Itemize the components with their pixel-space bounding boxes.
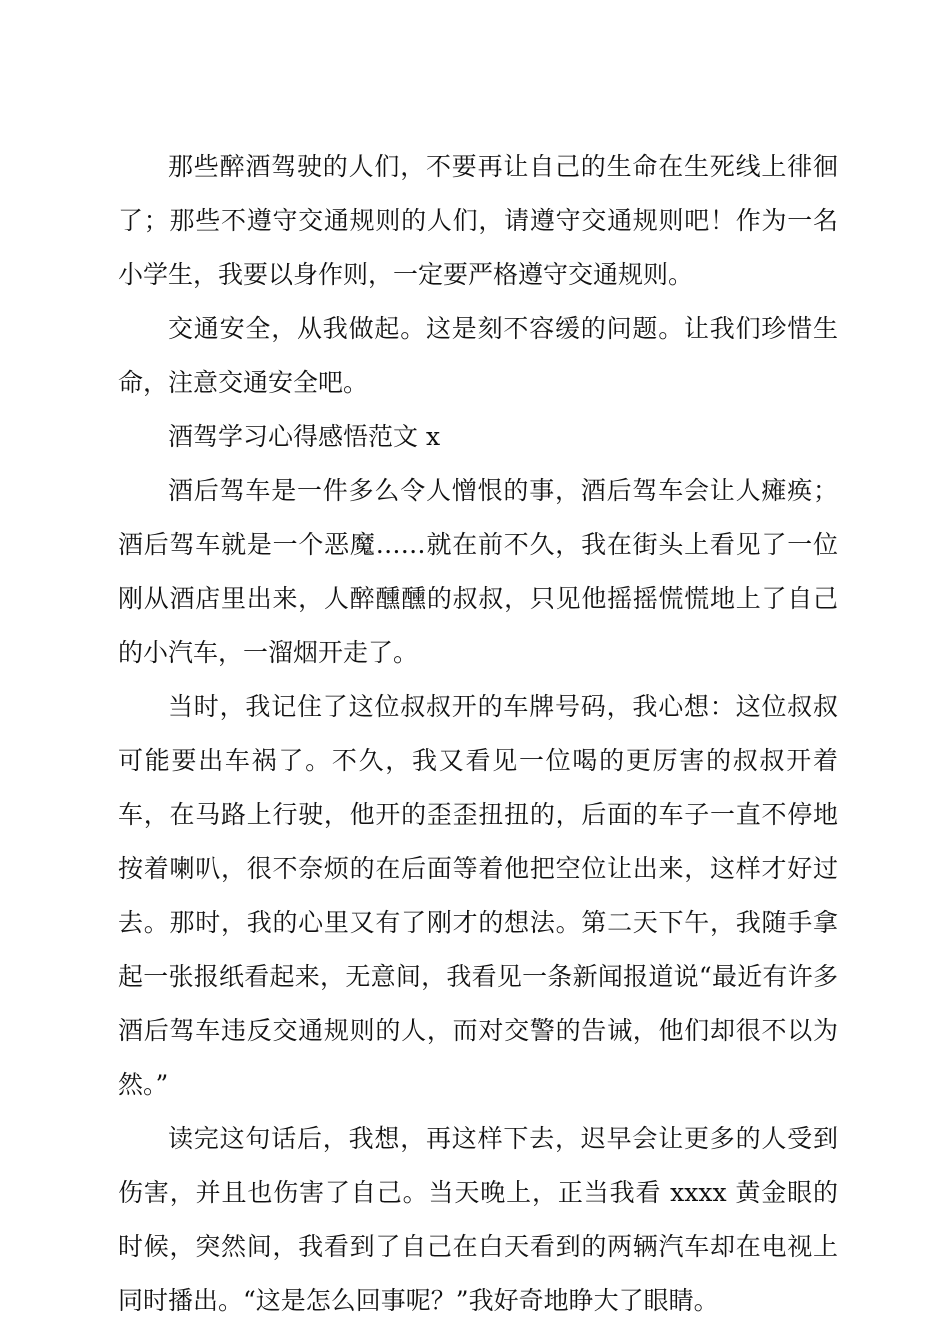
paragraph: 当时，我记住了这位叔叔开的车牌号码，我心想：这位叔叔可能要出车祸了。不久，我又看见一位喝的更厉害的叔叔开着车，在马路上行驶，他开的歪歪扭扭的，后面的车子一直不停地按着喇叭，很不奈烦的在后面等着他把空位让出来，这样才好过去。那时，我的心里又有了刚才的想法。第二天下午，我随手拿起一张报纸看起来，无意间，我看见一条新闻报道说“最近有许多酒后驾车违反交通规则的人，而对交警的告诫，他们却很不以为然。” [118,692,838,1099]
section-title: 酒驾学习心得感悟范文 x [168,422,441,451]
paragraph: 读完这句话后，我想，再这样下去，迟早会让更多的人受到伤害，并且也伤害了自己。当天晚上，正当我看 xxxx 黄金眼的时候，突然间，我看到了自己在白天看到的两辆汽车却在电视上同时播出。“这是怎么回事呢？”我好奇地睁大了眼睛。 [118,1124,838,1315]
paragraph: 交通安全，从我做起。这是刻不容缓的问题。让我们珍惜生命，注意交通安全吧。 [118,314,838,397]
paragraph: 酒后驾车是一件多么令人憎恨的事，酒后驾车会让人瘫痪；酒后驾车就是一个恶魔……就在前不久，我在街头上看见了一位刚从酒店里出来，人醉醺醺的叔叔，只见他摇摇慌慌地上了自己的小汽车，一溜烟开走了。 [118,476,838,667]
paragraph: 那些醉酒驾驶的人们，不要再让自己的生命在生死线上徘徊了；那些不遵守交通规则的人们，请遵守交通规则吧！作为一名小学生，我要以身作则，一定要严格遵守交通规则。 [118,152,838,289]
document-body [118,140,838,1328]
